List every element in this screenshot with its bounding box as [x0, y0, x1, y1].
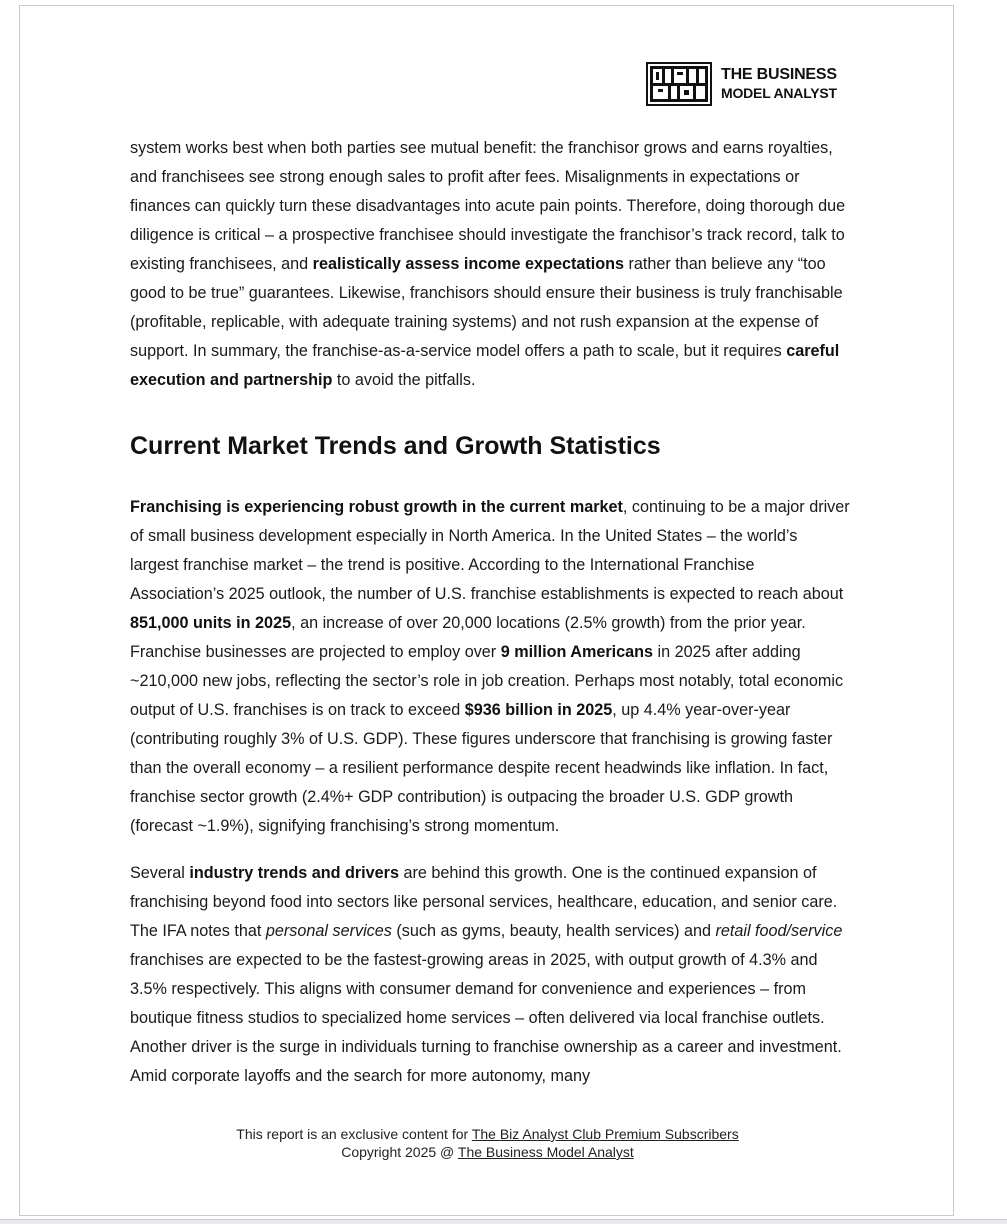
intro-paragraph: system works best when both parties see mutual benefit: the franchisor grows and earns royalties, and franchisees see strong enough sales to profit after fees. Misalignments in expectations or finances can quickly turn these disadvantages into acute pain points. Therefore, doing thorough due diligence is critical – a prospective franchisee should investigate the franchisor’s track record, talk to existing franchisees, and realistically assess income expectations rather than believe any “too good to be true” guarantees. Likewise, franchisors should ensure their business is truly franchisable (profitable, replicable, with adequate training systems) and not rush expansion at the expense of support. In summary, the franchise-as-a-service model offers a path to scale, but it requires careful execution and partnership to avoid the pitfalls. [130, 139, 846, 389]
footer-line-2: Copyright 2025 @ The Business Model Analyst [341, 1144, 634, 1160]
market-growth-paragraph: Franchising is experiencing robust growth in the current market, continuing to be a major driver of small business development especially in North America. In the United States – the world’s largest franchise market – the trend is positive. According to the International Franchise Association’s 2025 outlook, the number of U.S. franchise establishments is expected to reach about 851,000 units in 2025, an increase of over 20,000 locations (2.5% growth) from the prior year. Franchise businesses are projected to employ over 9 million Americans in 2025 after adding ~210,000 new jobs, reflecting the sector’s role in job creation. Perhaps most notably, total economic output of U.S. franchises is on track to exceed $936 billion in 2025, up 4.4% year-over-year (contributing roughly 3% of U.S. GDP). These figures underscore that franchising is growing faster than the overall economy – a resilient performance despite recent headwinds like inflation. In fact, franchise sector growth (2.4%+ GDP contribution) is outpacing the broader U.S. GDP growth (forecast ~1.9%), signifying franchising’s strong momentum. [130, 498, 850, 835]
document-page [19, 5, 954, 1216]
premium-subscribers-link[interactable]: The Biz Analyst Club Premium Subscribers [471, 1126, 739, 1142]
business-model-analyst-link[interactable]: The Business Model Analyst [457, 1144, 634, 1160]
document-body [130, 134, 850, 1091]
viewer-bottom-edge [0, 1219, 1007, 1224]
brand-logo [646, 62, 837, 106]
trends-drivers-paragraph: Several industry trends and drivers are behind this growth. One is the continued expansion of franchising beyond food into sectors like personal services, healthcare, education, and senior care. The IFA notes that personal services (such as gyms, beauty, health services) and retail food/service franchises are expected to be the fastest-growing areas in 2025, with output growth of 4.3% and 3.5% respectively. This aligns with consumer demand for convenience and experiences – from boutique fitness studios to specialized home services – often delivered via local franchise outlets. Another driver is the surge in individuals turning to franchise ownership as a career and investment. Amid corporate layoffs and the search for more autonomy, many [130, 864, 843, 1085]
footer-line-1: This report is an exclusive content for The Biz Analyst Club Premium Subscribers [236, 1126, 739, 1142]
logo-line-1: THE BUSINESS [721, 66, 837, 83]
page-footer [20, 1125, 955, 1161]
section-heading: Current Market Trends and Growth Statistics [130, 432, 661, 460]
logo-line-2: MODEL ANALYST [721, 85, 837, 101]
logo-mark-icon [646, 62, 712, 106]
